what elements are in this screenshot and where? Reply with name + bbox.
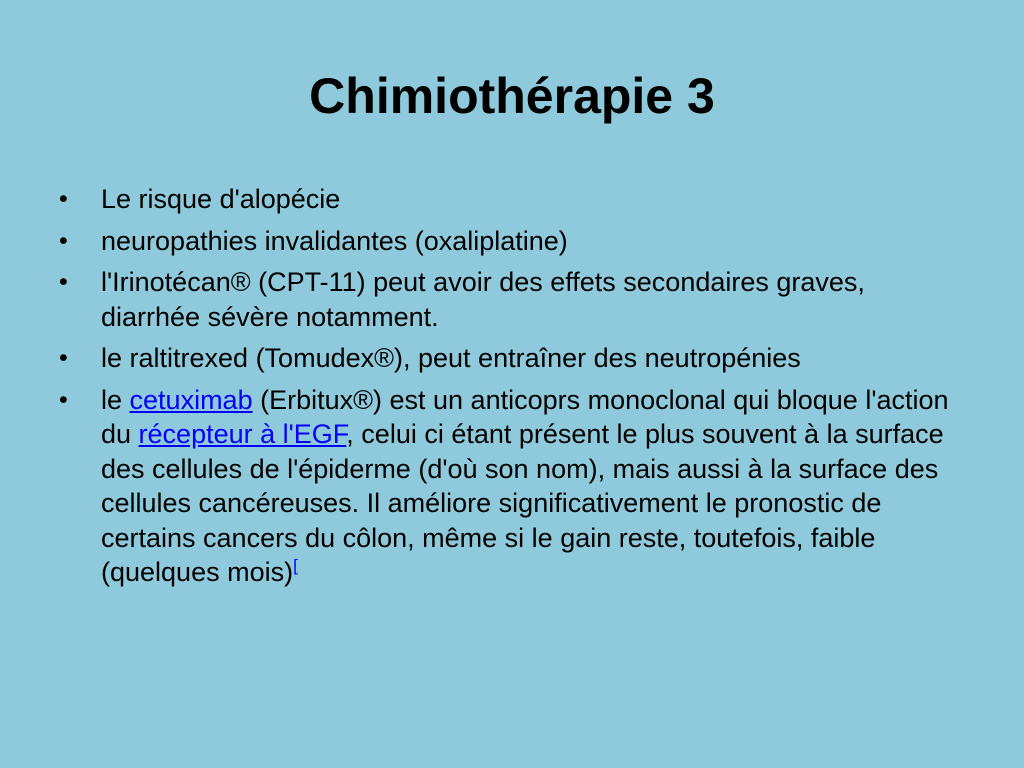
bullet-icon: • [59, 226, 68, 255]
list-item [56, 341, 971, 376]
bullet-icon: • [59, 268, 68, 296]
item-text-part2: (Erbitux®) est un anticoprs monoclonal qui bloque l'action du [101, 384, 949, 449]
item-text: neuropathies invalidantes (oxaliplatine) [101, 225, 568, 256]
item-text-part3: , celui ci étant présent le plus souvent à la surface des cellules de l'épiderme (d'où son nom), mais aussi à la surface des cellules cancéreuses. Il améliore significativement le pronostic de certains cancers du côlon, même si le gain reste, toutefois, faible (quelques mois) [101, 419, 944, 587]
egf-receptor-link[interactable]: récepteur à l'EGF [138, 419, 347, 449]
item-text-part1: le [101, 384, 130, 415]
list-item [56, 383, 971, 590]
list-item [56, 182, 971, 217]
item-text: l'Irinotécan® (CPT-11) peut avoir des effets secondaires graves, diarrhée sévère notamment. [101, 267, 865, 332]
bullet-icon: • [59, 385, 68, 414]
reference-link[interactable]: [ [293, 556, 298, 575]
list-item [56, 265, 971, 334]
bullet-icon: • [59, 344, 68, 372]
item-text: le raltitrexed (Tomudex®), peut entraîner des neutropénies [101, 343, 801, 373]
bullet-list [56, 182, 971, 597]
bullet-icon: • [59, 185, 68, 213]
item-text: Le risque d'alopécie [101, 184, 341, 214]
list-item [56, 224, 971, 259]
slide-title: Chimiothérapie 3 [309, 68, 715, 124]
cetuximab-link[interactable]: cetuximab [129, 384, 253, 415]
